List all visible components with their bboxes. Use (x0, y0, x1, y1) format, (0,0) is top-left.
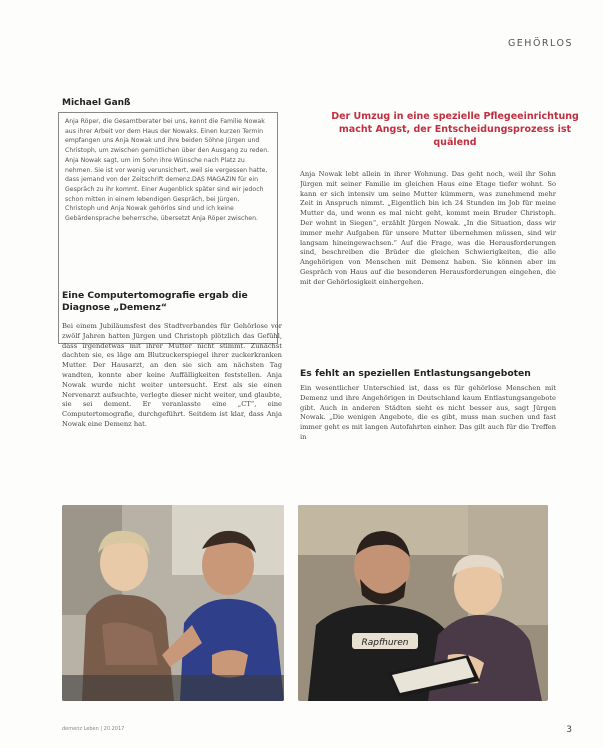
footer-publication: demenz Leben | 20.2017 (62, 726, 125, 732)
heading-relief: Es fehlt an speziellen Entlastungsangeboten (300, 368, 556, 380)
article-text-left: Bei einem Jubiläumsfest des Stadtverbandes für Gehörlose vor zwölf Jahren hatten Jürgen und Christoph plötzlich das Gefühl, dass irgendetwas mit ihrer Mutter nicht stimmt. Zunächst dachten sie, es läge am Blutzuckerspiegel ihrer zuckerkranken Mutter. Der Hausarzt, an den sie sich am nächsten Tag wandten, konnte aber keine Auffälligkeiten feststellen. Anja Nowak wurde nicht weiter untersucht. Erst als sie einen Nervenarzt aufsuchte, verlegte dieser nicht weiter, und glaubte, sie sei dement. Er veranlasste eine „CT“, eine Computertomografie, durchgeführt. Seitdem ist klar, dass Anja Nowak eine Demenz hat. (62, 322, 282, 428)
photo-left-image (62, 505, 284, 701)
shirt-print: Rapfhuren (361, 638, 409, 648)
page-number: 3 (566, 725, 572, 735)
article-text-right-2: Ein wesentlicher Unterschied ist, dass es für gehörlose Menschen mit Demenz und ihre Angehörigen in Deutschland kaum Entlastungsangebote gibt. Auch in anderen Städten sieht es nicht besser aus, sagt Jürgen Nowak. „Die wenigen Angebote, die es gibt, muss man suchen und fast immer geht es mit langen Autofahrten einher. Das gilt auch für die Treffen in (300, 384, 556, 462)
photo-mother-son-left (62, 505, 284, 701)
section-label: GEHÖRLOS (507, 38, 573, 49)
article-text-right-1: Anja Nowak lebt allein in ihrer Wohnung. Das geht noch, weil ihr Sohn Jürgen mit seiner Familie im gleichen Haus eine Etage tiefer wohnt. So kann er sich intensiv um seine Mutter kümmern, was zunehmend mehr Zeit in Anspruch nimmt. „Eigentlich bin ich 24 Stunden im Job für meine Mutter da, und wenn es mal nicht geht, kommt mein Bruder Christoph. Der wohnt in Siegen“, erzählt Jürgen Nowak. „In die Situation, dass wir immer mehr Aufgaben für unsere Mutter übernehmen müssen, sind wir langsam hineingewachsen.“ Auf die Frage, was die Herausforderungen sind, beschreiben die Brüder die gleichen Schwierigkeiten, die alle Angehörigen von Menschen mit Demenz haben. Sie können aber im Gespräch von Haus auf die besonderen Herausforderungen eingehen, die mit der Gehörlosigkeit einhergehen. (300, 170, 556, 286)
photo-right-image (298, 505, 548, 701)
photo-mother-son-right (298, 505, 548, 701)
heading-move: Der Umzug in eine spezielle Pflegeeinrichtung macht Angst, der Entscheidungsprozess ist quälend (331, 111, 579, 148)
intro-text: Anja Röper, die Gesamtberater bei uns, kennt die Familie Nowak aus ihrer Arbeit vor dem Haus der Nowaks. Einen kurzen Termin empfangen uns Anja Nowak und ihre beiden Söhne Jürgen und Christoph, um zwischen gemütlichen über den Ausgang zu reden. Anja Nowak sagt, um im Sohn ihre Wünsche nach Platz zu nehmen. Sie ist vor wenig verunsichert, weil sie vergessen hatte, dass jemand von der Zeitschrift demenz.DAS MAGAZIN für ein Gespräch zu ihr kommt. Einer Augenblick später sind wir jedoch schon mitten in einem lebendigen Gespräch, bei Jürgen, Christoph und Anja Nowak gehörlos sind und ich keine Gebärdensprache beherrsche, übersetzt Anja Röper zwischen. (65, 118, 270, 223)
heading-diagnosis: Eine Computertomografie ergab die Diagnose „Demenz“ (62, 290, 248, 313)
author-name: Michael Ganß (62, 98, 131, 108)
